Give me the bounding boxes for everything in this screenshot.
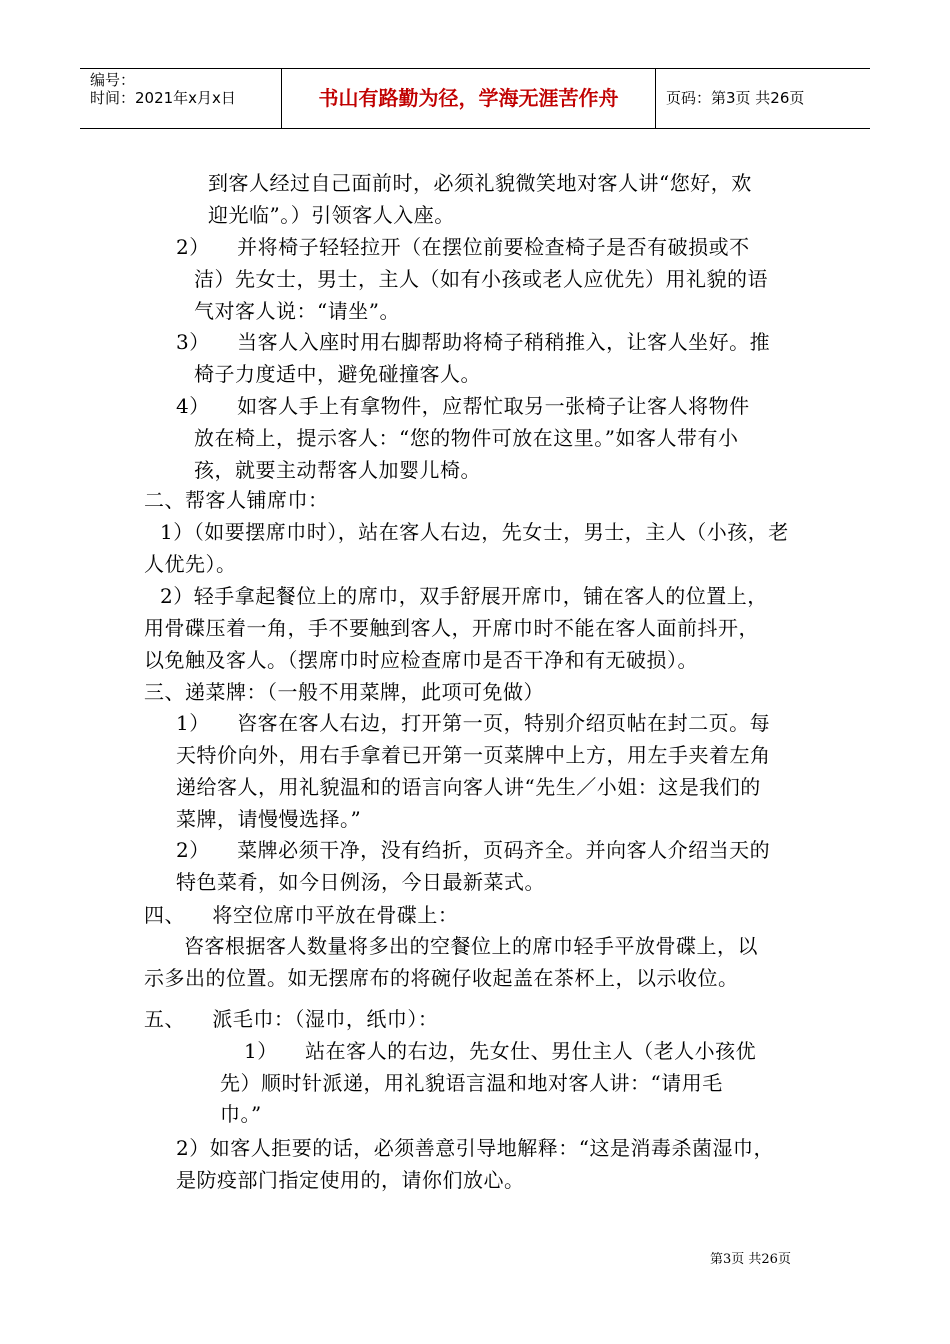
text-line: 人优先）。	[144, 552, 237, 576]
section-heading: 五、 派毛巾：（湿巾，纸巾）：	[144, 1007, 439, 1031]
page-footer: 第3页 共26页	[710, 1252, 791, 1267]
text-line: 1） 咨客在客人右边，打开第一页，特别介绍页帖在封二页。每	[176, 711, 771, 735]
text-line: 迎光临”。）引领客人入座。	[208, 203, 455, 227]
text-line: 2） 菜牌必须干净，没有绉折，页码齐全。并向客人介绍当天的	[176, 838, 771, 862]
header-motto: 书山有路勤为径，学海无涯苦作舟	[282, 69, 656, 128]
header-page-info: 页码：第3页 共26页	[666, 89, 805, 107]
text-line: 2） 并将椅子轻轻拉开（在摆位前要检查椅子是否有破损或不	[176, 235, 750, 259]
section-heading: 四、 将空位席巾平放在骨碟上：	[144, 903, 459, 927]
doc-number-label: 编号：	[90, 71, 136, 89]
text-line: 气对客人说：“请坐”。	[194, 299, 400, 323]
text-line: 2）轻手拿起餐位上的席巾，双手舒展开席巾，铺在客人的位置上，	[160, 584, 768, 608]
text-line: 4） 如客人手上有拿物件，应帮忙取另一张椅子让客人将物件	[176, 394, 750, 418]
page-header	[80, 68, 870, 129]
text-line: 2）如客人拒要的话，必须善意引导地解释：“这是消毒杀菌湿巾，	[176, 1136, 774, 1160]
text-line: 洁）先女士，男士，主人（如有小孩或老人应优先）用礼貌的语	[194, 267, 768, 291]
section-heading: 二、帮客人铺席巾：	[144, 488, 329, 512]
doc-date-label: 时间：2021年x月x日	[90, 89, 236, 107]
text-line: 巾。”	[220, 1102, 262, 1126]
section-heading: 三、递菜牌：（一般不用菜牌，此项可免做）	[144, 680, 544, 704]
text-line: 咨客根据客人数量将多出的空餐位上的席巾轻手平放骨碟上，以	[184, 934, 758, 958]
header-meta	[80, 69, 282, 128]
text-line: 1）（如要摆席巾时），站在客人右边，先女士，男士，主人（小孩，老	[160, 520, 789, 544]
text-line: 1） 站在客人的右边，先女仕、男仕主人（老人小孩优	[244, 1039, 757, 1063]
text-line: 椅子力度适中，避免碰撞客人。	[194, 362, 481, 386]
text-line: 以免触及客人。（摆席巾时应检查席巾是否干净和有无破损）。	[144, 648, 698, 672]
text-line: 示多出的位置。如无摆席布的将碗仔收起盖在茶杯上，以示收位。	[144, 966, 739, 990]
text-line: 到客人经过自己面前时，必须礼貌微笑地对客人讲“您好，欢	[208, 171, 752, 195]
text-line: 特色菜肴，如今日例汤，今日最新菜式。	[176, 870, 545, 894]
text-line: 孩，就要主动帮客人加婴儿椅。	[194, 458, 481, 482]
text-line: 菜牌，请慢慢选择。”	[176, 807, 362, 831]
text-line: 是防疫部门指定使用的，请你们放心。	[176, 1168, 525, 1192]
text-line: 递给客人，用礼貌温和的语言向客人讲“先生／小姐：这是我们的	[176, 775, 761, 799]
text-line: 用骨碟压着一角，手不要触到客人，开席巾时不能在客人面前抖开，	[144, 616, 759, 640]
text-line: 3） 当客人入座时用右脚帮助将椅子稍稍推入，让客人坐好。推	[176, 330, 771, 354]
text-line: 天特价向外，用右手拿着已开第一页菜牌中上方，用左手夹着左角	[176, 743, 771, 767]
text-line: 放在椅上，提示客人：“您的物件可放在这里。”如客人带有小	[194, 426, 739, 450]
text-line: 先）顺时针派递，用礼貌语言温和地对客人讲：“请用毛	[220, 1071, 723, 1095]
